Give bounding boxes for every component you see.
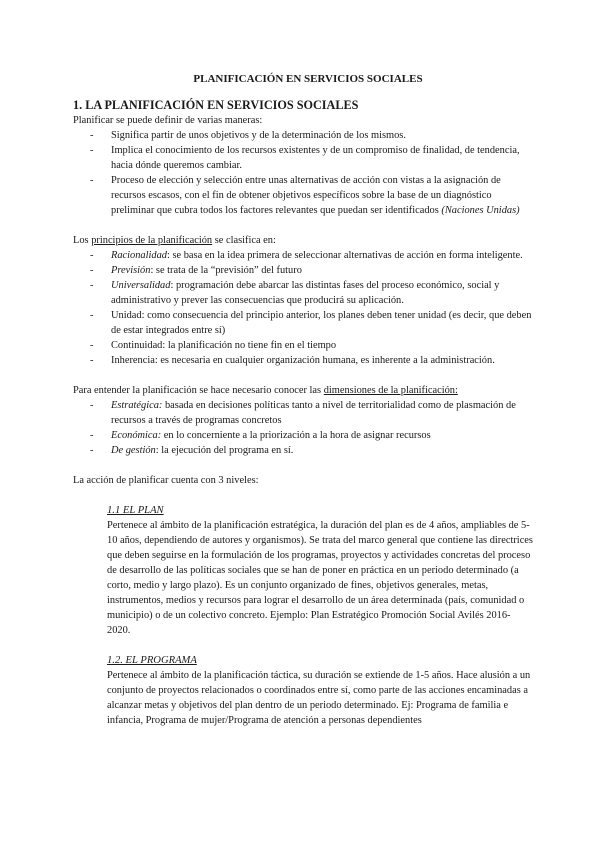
subsection-body: Pertenece al ámbito de la planificación táctica, su duración se extiende de 1-5 años. Hace alusión a un conjunto de proyectos relacionados o coordinados entre sí, como parte de las acciones encaminadas a alcanzar metas y objetivos del plan dentro de un periodo determinado. Ej: Programa de familia e infancia, Programa de mujer/Programa de atención a personas dependientes: [107, 670, 531, 726]
list-item: - Racionalidad: se basa en la idea primera de seleccionar alternativas de acción en forma inteligente.: [73, 248, 533, 263]
definitions-list: [73, 128, 533, 218]
levels-intro: La acción de planificar cuenta con 3 niveles:: [73, 475, 259, 486]
list-item: - Económica: en lo concerniente a la priorización a la hora de asignar recursos: [73, 428, 533, 443]
list-item: - Estratégica: basada en decisiones políticas tanto a nivel de territorialidad como de plasmación de recursos a través de programas concretos: [73, 398, 533, 428]
dimensions-list: [73, 398, 533, 458]
plan-subsection: [73, 503, 533, 638]
list-item: - Continuidad: la planificación no tiene fin en el tiempo: [73, 338, 533, 353]
principles-term: principios de la planificación: [91, 235, 213, 246]
document-page: [73, 72, 533, 728]
subsection-heading: 1.1 EL PLAN: [107, 505, 164, 516]
principles-intro: Los principios de la planificación se clasifica en:: [73, 235, 276, 246]
definitions-intro: Planificar se puede definir de varias maneras:: [73, 115, 263, 126]
list-item: - Proceso de elección y selección entre unas alternativas de acción con vistas a la asignación de recursos escasos, con el fin de obtener objetivos específicos sobre la base de un diagnóstico preliminar que cubra todos los factores relevantes que puedan ser identificados (Naciones Unidas): [73, 173, 533, 218]
programa-subsection: [73, 653, 533, 728]
list-item: - Implica el conocimiento de los recursos existentes y de un compromiso de finalidad, de tendencia, hacia dónde queremos cambiar.: [73, 143, 533, 173]
list-item: - Unidad: como consecuencia del principio anterior, los planes deben tener unidad (es decir, que deben de estar integrados entre sí): [73, 308, 533, 338]
list-item: - Inherencia: es necesaria en cualquier organización humana, es inherente a la administración.: [73, 353, 533, 368]
subsection-body: Pertenece al ámbito de la planificación estratégica, la duración del plan es de 4 años, ampliables de 5-10 años, dependiendo de autores y organismos). Se trata del marco general que contiene las directrices que deben seguirse en la formulación de los programas, proyectos y actividades concretas del proceso de desarrollo de las políticas sociales que se han de poner en práctica en un periodo determinado (a corto, medio y largo plazo). Es un conjunto organizado de fines, objetivos generales, metas, instrumentos, medios y recursos para lograr el desarrollo de un área determinada (país, comunidad o municipio) o de un colectivo concreto. Ejemplo: Plan Estratégico Promoción Social Avilés 2016-2020.: [107, 520, 533, 636]
citation: (Naciones Unidas): [441, 205, 520, 216]
list-item: - De gestión: la ejecución del programa en sí.: [73, 443, 533, 458]
document-title: PLANIFICACIÓN EN SERVICIOS SOCIALES: [193, 73, 423, 85]
section-heading: 1. LA PLANIFICACIÓN EN SERVICIOS SOCIALES: [73, 98, 359, 112]
principles-list: [73, 248, 533, 368]
dimensions-intro: Para entender la planificación se hace necesario conocer las dimensiones de la planificación:: [73, 385, 458, 396]
subsection-heading: 1.2. EL PROGRAMA: [107, 655, 197, 666]
list-item: - Significa partir de unos objetivos y de la determinación de los mismos.: [73, 128, 533, 143]
list-item: - Universalidad: programación debe abarcar las distintas fases del proceso económico, social y administrativo y prever las consecuencias que producirá su aplicación.: [73, 278, 533, 308]
list-item: - Previsión: se trata de la “previsión” del futuro: [73, 263, 533, 278]
dimensions-term: dimensiones de la planificación:: [323, 385, 458, 396]
